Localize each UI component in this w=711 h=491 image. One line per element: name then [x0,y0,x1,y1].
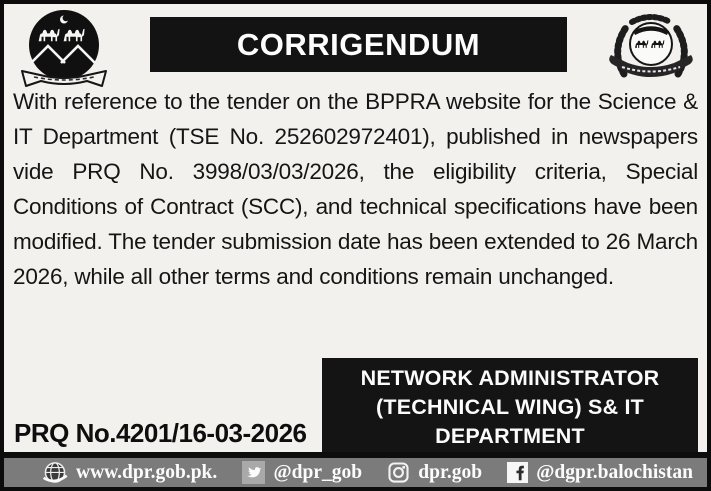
facebook-icon [507,462,528,483]
signature-line-1: NETWORK ADMINISTRATOR [360,366,660,390]
signature-line-2: (TECHNICAL WING) S& IT [376,395,644,419]
twitter-icon [242,461,265,484]
facebook-item [507,462,693,484]
instagram-handle-label: dpr.gob [418,461,483,483]
notice-paragraph: With reference to the tender on the BPPRA website for the Science & IT Department (TSE No. 252602972401), published in newspapers vide PRQ No. 3998/03/03/2026, the eligibility criteria, Special Conditions of Contract (SCC), and technical specifications have been modified. The tender submission date has been extended to 26 March 2026, while all other terms and conditions remain unchanged. [13,89,698,289]
twitter-item [242,461,362,484]
twitter-handle-label: @dpr_gob [273,461,363,483]
signature-line-3: DEPARTMENT [435,424,585,448]
website-item [42,460,217,486]
instagram-icon [387,461,410,484]
page-title: CORRIGENDUM [236,26,481,62]
corrigendum-banner [150,17,567,72]
prq-reference-number: PRQ No.4201/16-03-2026 [14,418,307,448]
social-media-bar [4,452,707,487]
instagram-item [387,461,482,484]
website-label: www.dpr.gob.pk. [76,461,218,483]
facebook-handle-label: @dgpr.balochistan [536,461,693,483]
globe-icon [42,460,68,486]
signature-box [322,358,698,457]
